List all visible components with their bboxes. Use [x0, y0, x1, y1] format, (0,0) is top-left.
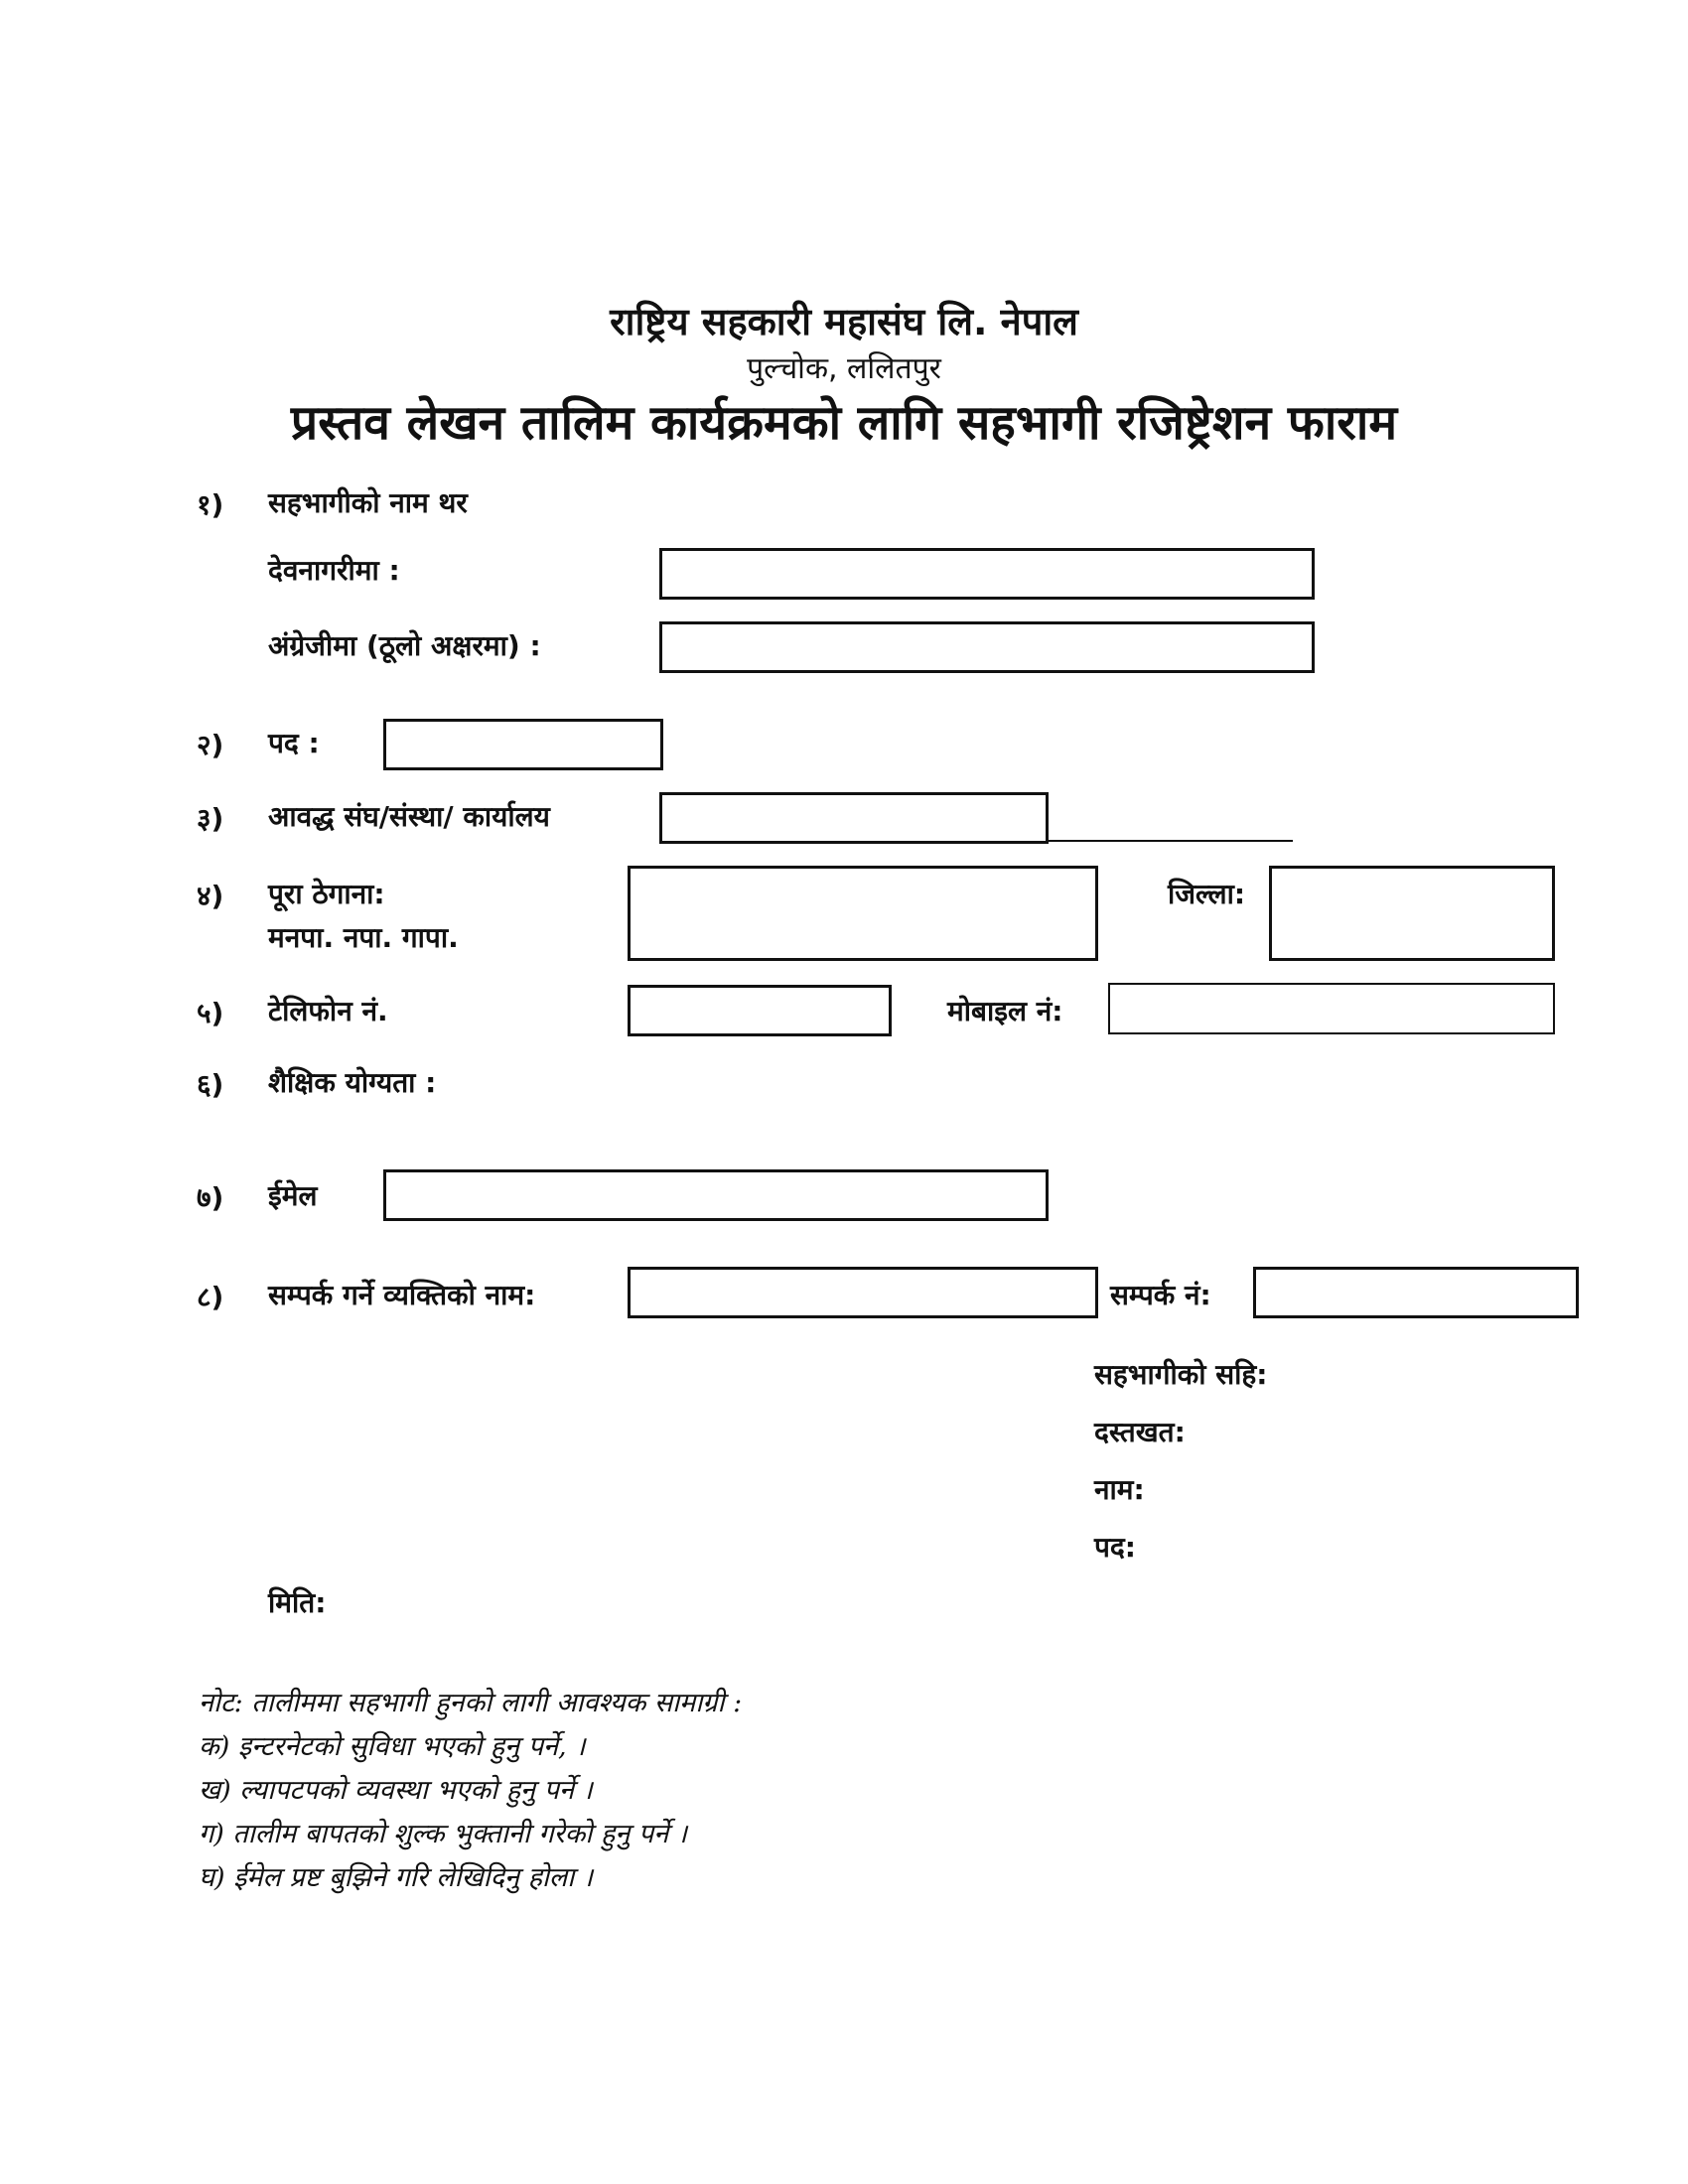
- note-item: ग) तालीम बापतको शुल्क भुक्तानी गरेको हुनु पर्ने ।: [199, 1819, 688, 1849]
- q1-number: १): [197, 488, 224, 521]
- signatory-post-label: पद:: [1094, 1531, 1136, 1564]
- post-field[interactable]: [383, 719, 663, 770]
- contact-person-label: सम्पर्क गर्ने व्यक्तिको नाम:: [268, 1279, 536, 1311]
- q7-number: ७): [197, 1181, 224, 1214]
- signatory-name-label: नाम:: [1094, 1473, 1145, 1506]
- note-heading: नोट: तालीममा सहभागी हुनको लागी आवश्यक सामाग्री :: [199, 1688, 743, 1718]
- q8-number: ८): [197, 1281, 224, 1313]
- affiliated-org-label: आवद्ध संघ/संस्था/ कार्यालय: [268, 800, 550, 833]
- telephone-label: टेलिफोन नं.: [268, 995, 388, 1027]
- contact-person-field[interactable]: [628, 1267, 1098, 1318]
- q5-number: ५): [197, 997, 224, 1029]
- contact-number-label: सम्पर्क नं:: [1110, 1279, 1211, 1311]
- name-english-field[interactable]: [659, 621, 1315, 673]
- name-english-label: अंग्रेजीमा (ठूलो अक्षरमा) :: [268, 629, 541, 662]
- full-address-field[interactable]: [628, 866, 1098, 961]
- district-field[interactable]: [1269, 866, 1555, 961]
- date-label: मिति:: [268, 1586, 327, 1619]
- district-label: जिल्ला:: [1168, 878, 1246, 910]
- note-item: ख) ल्यापटपको व्यवस्था भएको हुनु पर्ने ।: [199, 1775, 593, 1806]
- post-label: पद :: [268, 727, 320, 759]
- full-address-label: पूरा ठेगाना:: [268, 878, 385, 910]
- affiliated-org-underline: [1049, 840, 1293, 842]
- qualification-label: शैक्षिक योग्यता :: [268, 1066, 437, 1099]
- q1-label: सहभागीको नाम थर: [268, 486, 468, 519]
- mobile-field[interactable]: [1108, 983, 1555, 1034]
- contact-number-field[interactable]: [1253, 1267, 1579, 1318]
- q2-number: २): [197, 729, 224, 761]
- form-title: प्रस्तव लेखन तालिम कार्यक्रमको लागि सहभागी रजिष्ट्रेशन फाराम: [290, 395, 1398, 451]
- affiliated-org-field[interactable]: [659, 792, 1049, 844]
- organization-address: पुल्चोक, ललितपुर: [747, 351, 941, 386]
- q4-number: ४): [197, 880, 224, 912]
- email-field[interactable]: [383, 1169, 1049, 1221]
- municipality-label: मनपा. नपा. गापा.: [268, 921, 459, 954]
- email-label: ईमेल: [268, 1179, 318, 1212]
- name-devanagari-label: देवनागरीमा :: [268, 554, 400, 587]
- q3-number: ३): [197, 802, 224, 835]
- telephone-field[interactable]: [628, 985, 892, 1036]
- note-item: घ) ईमेल प्रष्ट बुझिने गरि लेखिदिनु होला ।: [199, 1862, 594, 1893]
- q6-number: ६): [197, 1068, 224, 1101]
- signature-label: दस्तखत:: [1094, 1416, 1186, 1448]
- organization-name: राष्ट्रिय सहकारी महासंघ लि. नेपाल: [610, 300, 1078, 343]
- participant-signature-heading: सहभागीको सहि:: [1094, 1358, 1268, 1391]
- mobile-label: मोबाइल नं:: [947, 995, 1063, 1027]
- name-devanagari-field[interactable]: [659, 548, 1315, 600]
- note-item: क) इन्टरनेटको सुविधा भएको हुनु पर्ने, ।: [199, 1731, 586, 1762]
